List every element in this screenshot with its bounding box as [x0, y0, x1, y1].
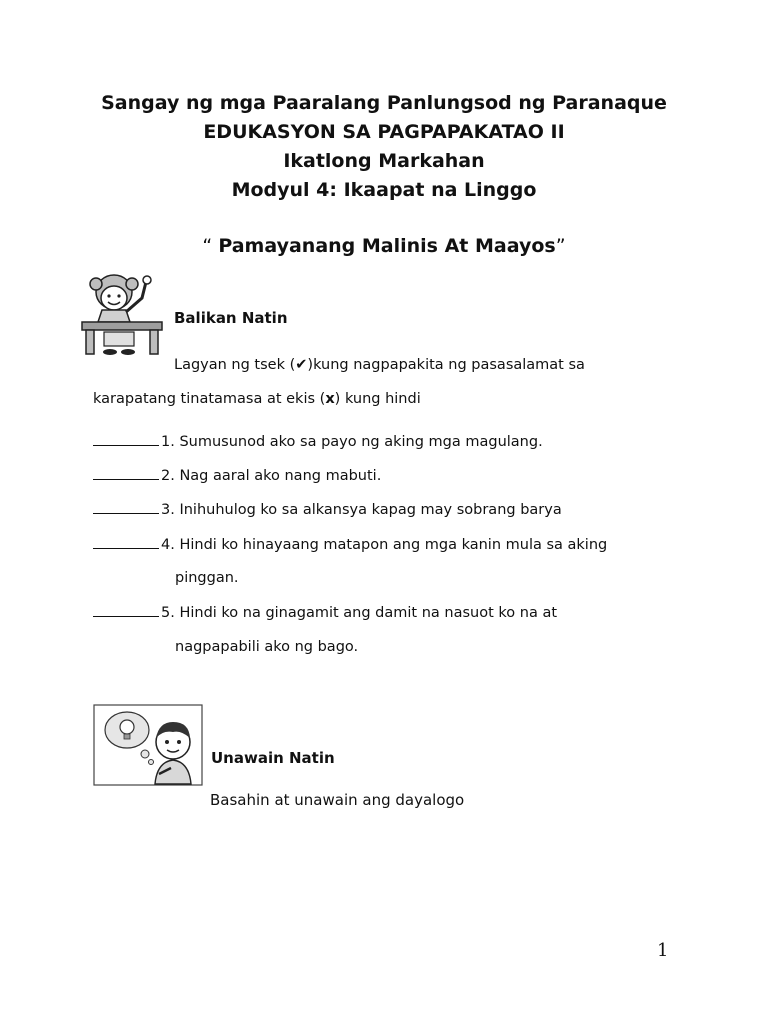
header-line-3: Ikatlong Markahan: [283, 150, 485, 172]
answer-blank[interactable]: [93, 602, 159, 617]
title-open-quote: “: [202, 235, 219, 257]
list-item: [93, 602, 557, 624]
item-text: 2. Nag aaral ako nang mabuti.: [161, 468, 382, 484]
answer-blank[interactable]: [93, 431, 159, 446]
title-close-quote: ”: [555, 235, 566, 257]
item-continuation: pinggan.: [175, 570, 239, 586]
list-item: [93, 534, 607, 556]
balikan-heading: Balikan Natin: [174, 309, 288, 327]
header-line-1: Sangay ng mga Paaralang Panlungsod ng Paranaque: [101, 92, 667, 114]
module-title: [0, 233, 768, 259]
header-line-4: Modyul 4: Ikaapat na Linggo: [231, 179, 537, 201]
item-text: 3. Inihuhulog ko sa alkansya kapag may sobrang barya: [161, 502, 562, 518]
instruction-2-post: ) kung hindi: [334, 391, 421, 407]
item-text: 5. Hindi ko na ginagamit ang damit na nasuot ko na at: [161, 605, 558, 621]
balikan-instruction-line-1: [174, 354, 585, 376]
unawain-instruction: Basahin at unawain ang dayalogo: [210, 791, 465, 809]
item-text: 4. Hindi ko hinayaang matapon ang mga kanin mula sa aking: [161, 537, 608, 553]
item-continuation: nagpapabili ako ng bago.: [175, 639, 359, 655]
check-mark-icon: ✔: [295, 357, 308, 373]
list-item: [93, 431, 543, 453]
list-item: [93, 499, 562, 521]
instruction-1-post: )kung nagpapakita ng pasasalamat sa: [307, 357, 585, 373]
answer-blank[interactable]: [93, 499, 159, 514]
header-line-2: EDUKASYON SA PAGPAPAKATAO II: [203, 121, 565, 143]
x-mark: x: [325, 391, 335, 407]
instruction-1-pre: Lagyan ng tsek (: [174, 357, 296, 373]
answer-blank[interactable]: [93, 534, 159, 549]
unawain-heading: Unawain Natin: [211, 749, 335, 767]
page-number: 1: [657, 940, 669, 961]
title-text: Pamayanang Malinis At Maayos: [218, 235, 556, 257]
balikan-instruction-line-2: [93, 388, 421, 410]
instruction-2-pre: karapatang tinatamasa at ekis (: [93, 391, 326, 407]
answer-blank[interactable]: [93, 465, 159, 480]
boy-thinking-illustration: [93, 704, 203, 786]
item-text: 1. Sumusunod ako sa payo ng aking mga magulang.: [161, 434, 543, 450]
girl-at-desk-illustration: [80, 270, 170, 358]
list-item: [93, 465, 381, 487]
